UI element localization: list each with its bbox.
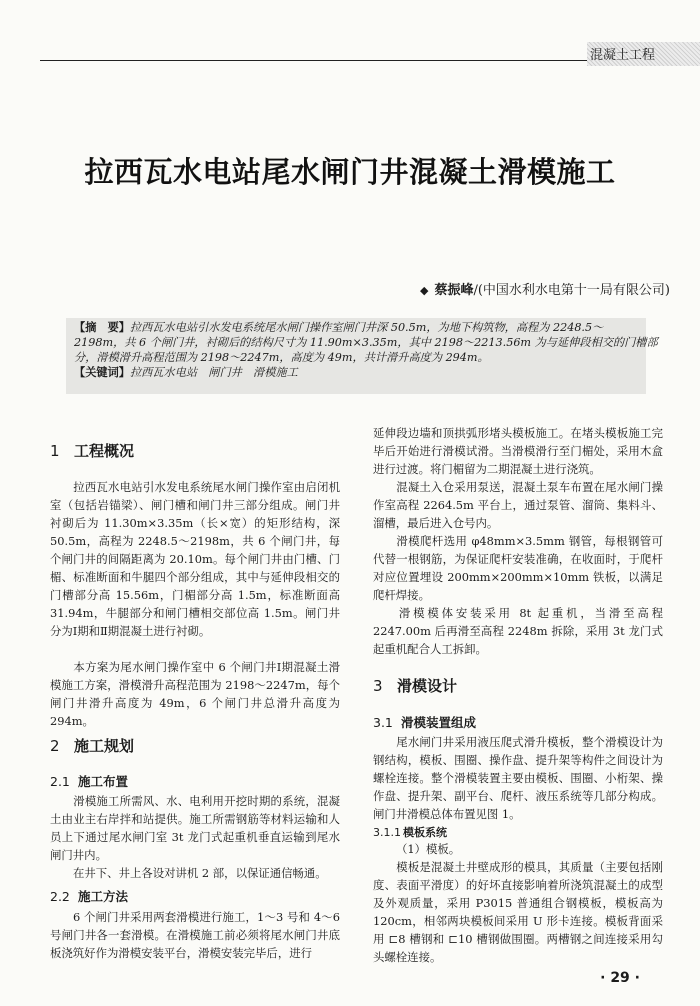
diamond-icon: ◆	[419, 284, 429, 297]
section-label: 混凝土工程	[590, 48, 656, 63]
page-number: · 29 ·	[600, 970, 640, 986]
abstract-box	[66, 318, 658, 394]
section-2-heading: 2 施工规划	[50, 737, 135, 755]
section-2-1-heading: 2.1 施工布置	[50, 774, 129, 789]
section-1-heading: 1 工程概况	[50, 442, 135, 460]
section-2-1-paragraph-1: 滑模施工所需风、水、电利用开挖时期的系统，混凝土由业主右岸拌和站提供。施工所需钢筋等材料运输和人员上下通过尾水闸门室 3t 龙门式起重机垂直运输到尾水闸门井内。	[50, 794, 340, 862]
article-title: 拉西瓦水电站尾水闸门井混凝土滑模施工	[84, 155, 616, 189]
section-3-1-heading: 3.1 滑模装置组成	[373, 715, 477, 730]
section-3-1-paragraph-1: 尾水闸门井采用液压爬式滑升模板，整个滑模设计为钢结构，模板、围圈、操作盘、提升架等构件之间设计为螺栓连接。整个滑模装置主要由模板、围圈、小桁架、操作盘、提升架、副平台、爬杆、液压系统等几部分构成。闸门井滑模总体布置见图 1。	[373, 735, 663, 821]
keywords-tag: 【关键词】	[74, 366, 130, 379]
abstract-line: 分，滑模滑升高程范围为 2198～2247m，高度为 49m，共计滑升高度为 294m。	[74, 351, 489, 364]
abstract-tag: 【摘 要】	[74, 321, 130, 334]
section-3-1-1-heading: 3.1.1 模板系统	[373, 826, 447, 839]
keywords: 拉西瓦水电站 闸门井 滑模施工	[129, 366, 298, 379]
right-paragraph-4: 滑模模体安装采用 8t 起重机，当滑至高程 2247.00m 后再滑至高程 2248m 拆除，采用 3t 龙门式起重机配合人工拆卸。	[373, 606, 663, 656]
author-name: 蔡振峰	[434, 283, 474, 298]
right-paragraph-3: 滑模爬杆选用 φ48mm×3.5mm 钢管，每根钢管可代替一根钢筋，为保证爬杆安装准确，在收面时，于爬杆对应位置埋设 200mm×200mm×10mm 铁板，以满足爬杆焊接。	[373, 534, 663, 602]
section-3-1-1-paragraph-1: 模板是混凝土井壁成形的模具，其质量（主要包括刚度、表面平滑度）的好坏直接影响着所浇筑混凝土的成型及外观质量，采用 P3015 普通组合钢模板，模板高为 120cm，相邻两块模板间采用 U 形卡连接。模板背面采用 ⊏8 槽钢和 ⊏10 槽钢做围圈。两槽钢之间连接采用勾头螺栓连接。	[373, 860, 663, 964]
section-2-2-heading: 2.2 施工方法	[50, 889, 129, 904]
keywords-line	[74, 365, 638, 380]
section-2-2-paragraph-1: 6 个闸门井采用两套滑模进行施工，1～3 号和 4～6 号闸门井各一套滑模。在滑模施工前必须将尾水闸门井底板浇筑好作为滑模安装平台，滑模安装完毕后，进行	[50, 910, 340, 960]
section-1-paragraph-1: 拉西瓦水电站引水发电系统尾水闸门操作室由启闭机室（包括岩锚梁）、闸门槽和闸门井三部分组成。闸门井衬砌后为 11.30m×3.35m（长×宽）的矩形结构，深 50.5m，高程为 2248.5～2198m，共 6 个闸门井，每个闸门井的间隔距离为 20.10m。每个闸门井由门槽、门楣、标准断面和牛腿四个部分组成，其中与延伸段相交的门槽部分高 15.56m，门楣部分高 1.5m，标准断面高 31.94m，牛腿部分和闸门槽相交部位高 1.5m。闸门井分为Ⅰ期和Ⅱ期混凝土进行衬砌。	[50, 480, 340, 638]
section-3-heading: 3 滑模设计	[373, 677, 458, 695]
author-affiliation: /(中国水利水电第十一局有限公司)	[473, 283, 670, 298]
author-line	[420, 279, 670, 298]
abstract-line: 【摘 要】拉西瓦水电站引水发电系统尾水闸门操作室闸门井深 50.5m，为地下构筑物，高程为 2248.5～	[74, 321, 604, 334]
header-rule	[40, 60, 587, 61]
abstract-line: 2198m，共 6 个闸门井，衬砌后的结构尺寸为 11.90m×3.35m，其中 2198～2213.56m 为与延伸段相交的门槽部	[74, 336, 658, 349]
right-paragraph-1: 延伸段边墙和顶拱弧形堵头模板施工。在堵头模板施工完毕后开始进行滑模试滑。当滑模滑行至门楣处，采用木盒进行过渡。将门楣留为二期混凝土进行浇筑。	[373, 426, 663, 476]
section-1-paragraph-2: 本方案为尾水闸门操作室中 6 个闸门井Ⅰ期混凝土滑模施工方案，滑模滑升高程范围为 2198～2247m，每个闸门井滑升高度为 49m，6 个闸门井总滑升高度为 294m。	[50, 660, 340, 728]
section-3-1-1-item-1: （1）模板。	[396, 842, 461, 856]
section-2-1-paragraph-2: 在井下、井上各设对讲机 2 部，以保证通信畅通。	[73, 866, 327, 880]
right-paragraph-2: 混凝土入仓采用泵送，混凝土泵车布置在尾水闸门操作室高程 2264.5m 平台上，通过泵管、溜筒、集料斗、溜槽，最后进入仓号内。	[373, 480, 663, 530]
